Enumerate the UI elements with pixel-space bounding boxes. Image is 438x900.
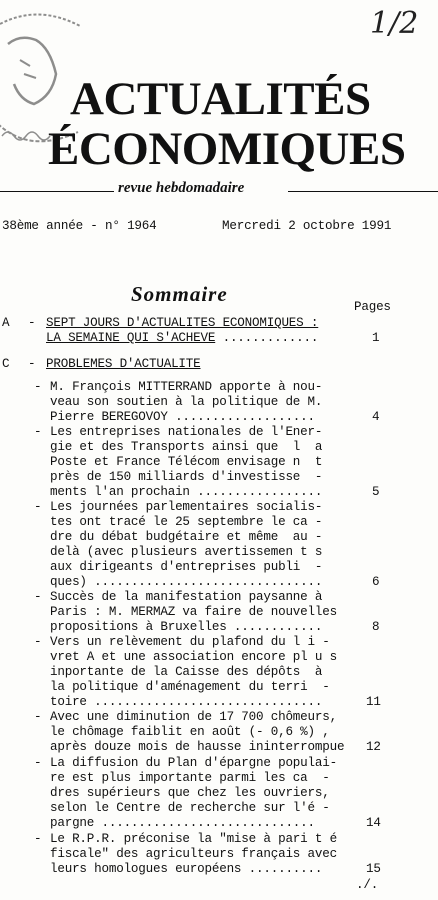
- item-line: gie et des Transports ainsi que l a: [50, 440, 323, 454]
- item-line: ques) ...............................: [50, 575, 323, 589]
- item-page-number: 15: [366, 862, 381, 876]
- item-line: Le R.P.R. préconise la "mise à pari t é: [50, 832, 337, 846]
- item-line: Pierre BEREGOVOY ...................: [50, 410, 315, 424]
- item-dash: -: [34, 380, 42, 394]
- section-letter: C: [2, 357, 10, 371]
- section-title-line: [46, 331, 318, 346]
- masthead-title-line-1: ACTUALITÉS: [70, 73, 371, 125]
- item-line: veau son soutien à la politique de M.: [50, 395, 323, 409]
- item-line: tes ont tracé le 25 septembre le ca -: [50, 515, 323, 529]
- section-dash: -: [28, 316, 36, 330]
- masthead-title-line-2: ÉCONOMIQUES: [48, 123, 406, 175]
- item-page-number: 6: [372, 575, 380, 589]
- pages-column-header: Pages: [354, 300, 391, 314]
- item-dash: -: [34, 500, 42, 514]
- item-line: Succès de la manifestation paysanne à: [50, 590, 323, 604]
- item-line: aux dirigeants d'entreprises publi -: [50, 560, 323, 574]
- item-line: Paris : M. MERMAZ va faire de nouvelles: [50, 605, 337, 619]
- section-leader-dots: .............: [215, 331, 319, 345]
- item-line: dres supérieurs que chez les ouvriers,: [50, 786, 330, 800]
- item-dash: -: [34, 710, 42, 724]
- section-title-text: LA SEMAINE QUI S'ACHEVE: [46, 331, 216, 345]
- item-line: Les journées parlementaires socialis-: [50, 500, 323, 514]
- item-page-number: 8: [372, 620, 380, 634]
- item-line: près de 150 milliards d'investisse -: [50, 470, 323, 484]
- item-dash: -: [34, 832, 42, 846]
- item-page-number: 11: [366, 695, 381, 709]
- item-page-number: 4: [372, 410, 380, 424]
- item-page-number: 12: [366, 740, 381, 754]
- item-dash: -: [34, 756, 42, 770]
- item-dash: -: [34, 635, 42, 649]
- subtitle-rule-right: [288, 191, 438, 192]
- item-line: pargne .............................: [50, 816, 315, 830]
- item-line: vret A et une association encore pl u s: [50, 650, 337, 664]
- item-line: toire ...............................: [50, 695, 323, 709]
- item-line: delà (avec plusieurs avertissemen t s: [50, 545, 323, 559]
- item-line: la politique d'aménagement du terri -: [50, 680, 330, 694]
- section-title-line: SEPT JOURS D'ACTUALITES ECONOMIQUES :: [46, 316, 319, 330]
- item-page-number: 14: [366, 816, 381, 830]
- item-line: re est plus importante parmi les ca -: [50, 771, 330, 785]
- issue-date: Mercredi 2 octobre 1991: [222, 219, 392, 233]
- item-line: le chômage faiblit en août (- 0,6 %) ,: [50, 725, 330, 739]
- item-line: selon le Centre de recherche sur l'é -: [50, 801, 330, 815]
- item-page-number: 5: [372, 485, 380, 499]
- item-dash: -: [34, 590, 42, 604]
- section-title-line: PROBLEMES D'ACTUALITE: [46, 357, 201, 371]
- item-line: après douze mois de hausse ininterrompue: [50, 740, 345, 754]
- item-dash: -: [34, 425, 42, 439]
- item-line: La diffusion du Plan d'épargne populai-: [50, 756, 337, 770]
- section-page-number: 1: [372, 331, 380, 345]
- issue-number: 38ème année - n° 1964: [2, 219, 157, 233]
- item-line: dre du débat budgétaire et même au -: [50, 530, 323, 544]
- item-line: propositions à Bruxelles ............: [50, 620, 323, 634]
- continuation-mark: ./.: [356, 878, 379, 892]
- section-dash: -: [28, 357, 36, 371]
- item-line: inportante de la Caisse des dépôts à: [50, 665, 323, 679]
- item-line: fiscale" des agriculteurs français avec: [50, 847, 337, 861]
- item-line: Avec une diminution de 17 700 chômeurs,: [50, 710, 337, 724]
- section-letter: A: [2, 316, 10, 330]
- subtitle-rule-left: [0, 191, 114, 192]
- item-line: Poste et France Télécom envisage n t: [50, 455, 323, 469]
- item-line: leurs homologues européens ..........: [50, 862, 323, 876]
- item-line: Vers un relèvement du plafond du l i -: [50, 635, 330, 649]
- item-line: ments l'an prochain .................: [50, 485, 323, 499]
- handwritten-page-note: 1/2: [370, 6, 419, 41]
- item-line: Les entreprises nationales de l'Ener-: [50, 425, 323, 439]
- masthead-subtitle: revue hebdomadaire: [118, 180, 245, 196]
- contents-heading: Sommaire: [131, 282, 228, 306]
- item-line: M. François MITTERRAND apporte à nou-: [50, 380, 323, 394]
